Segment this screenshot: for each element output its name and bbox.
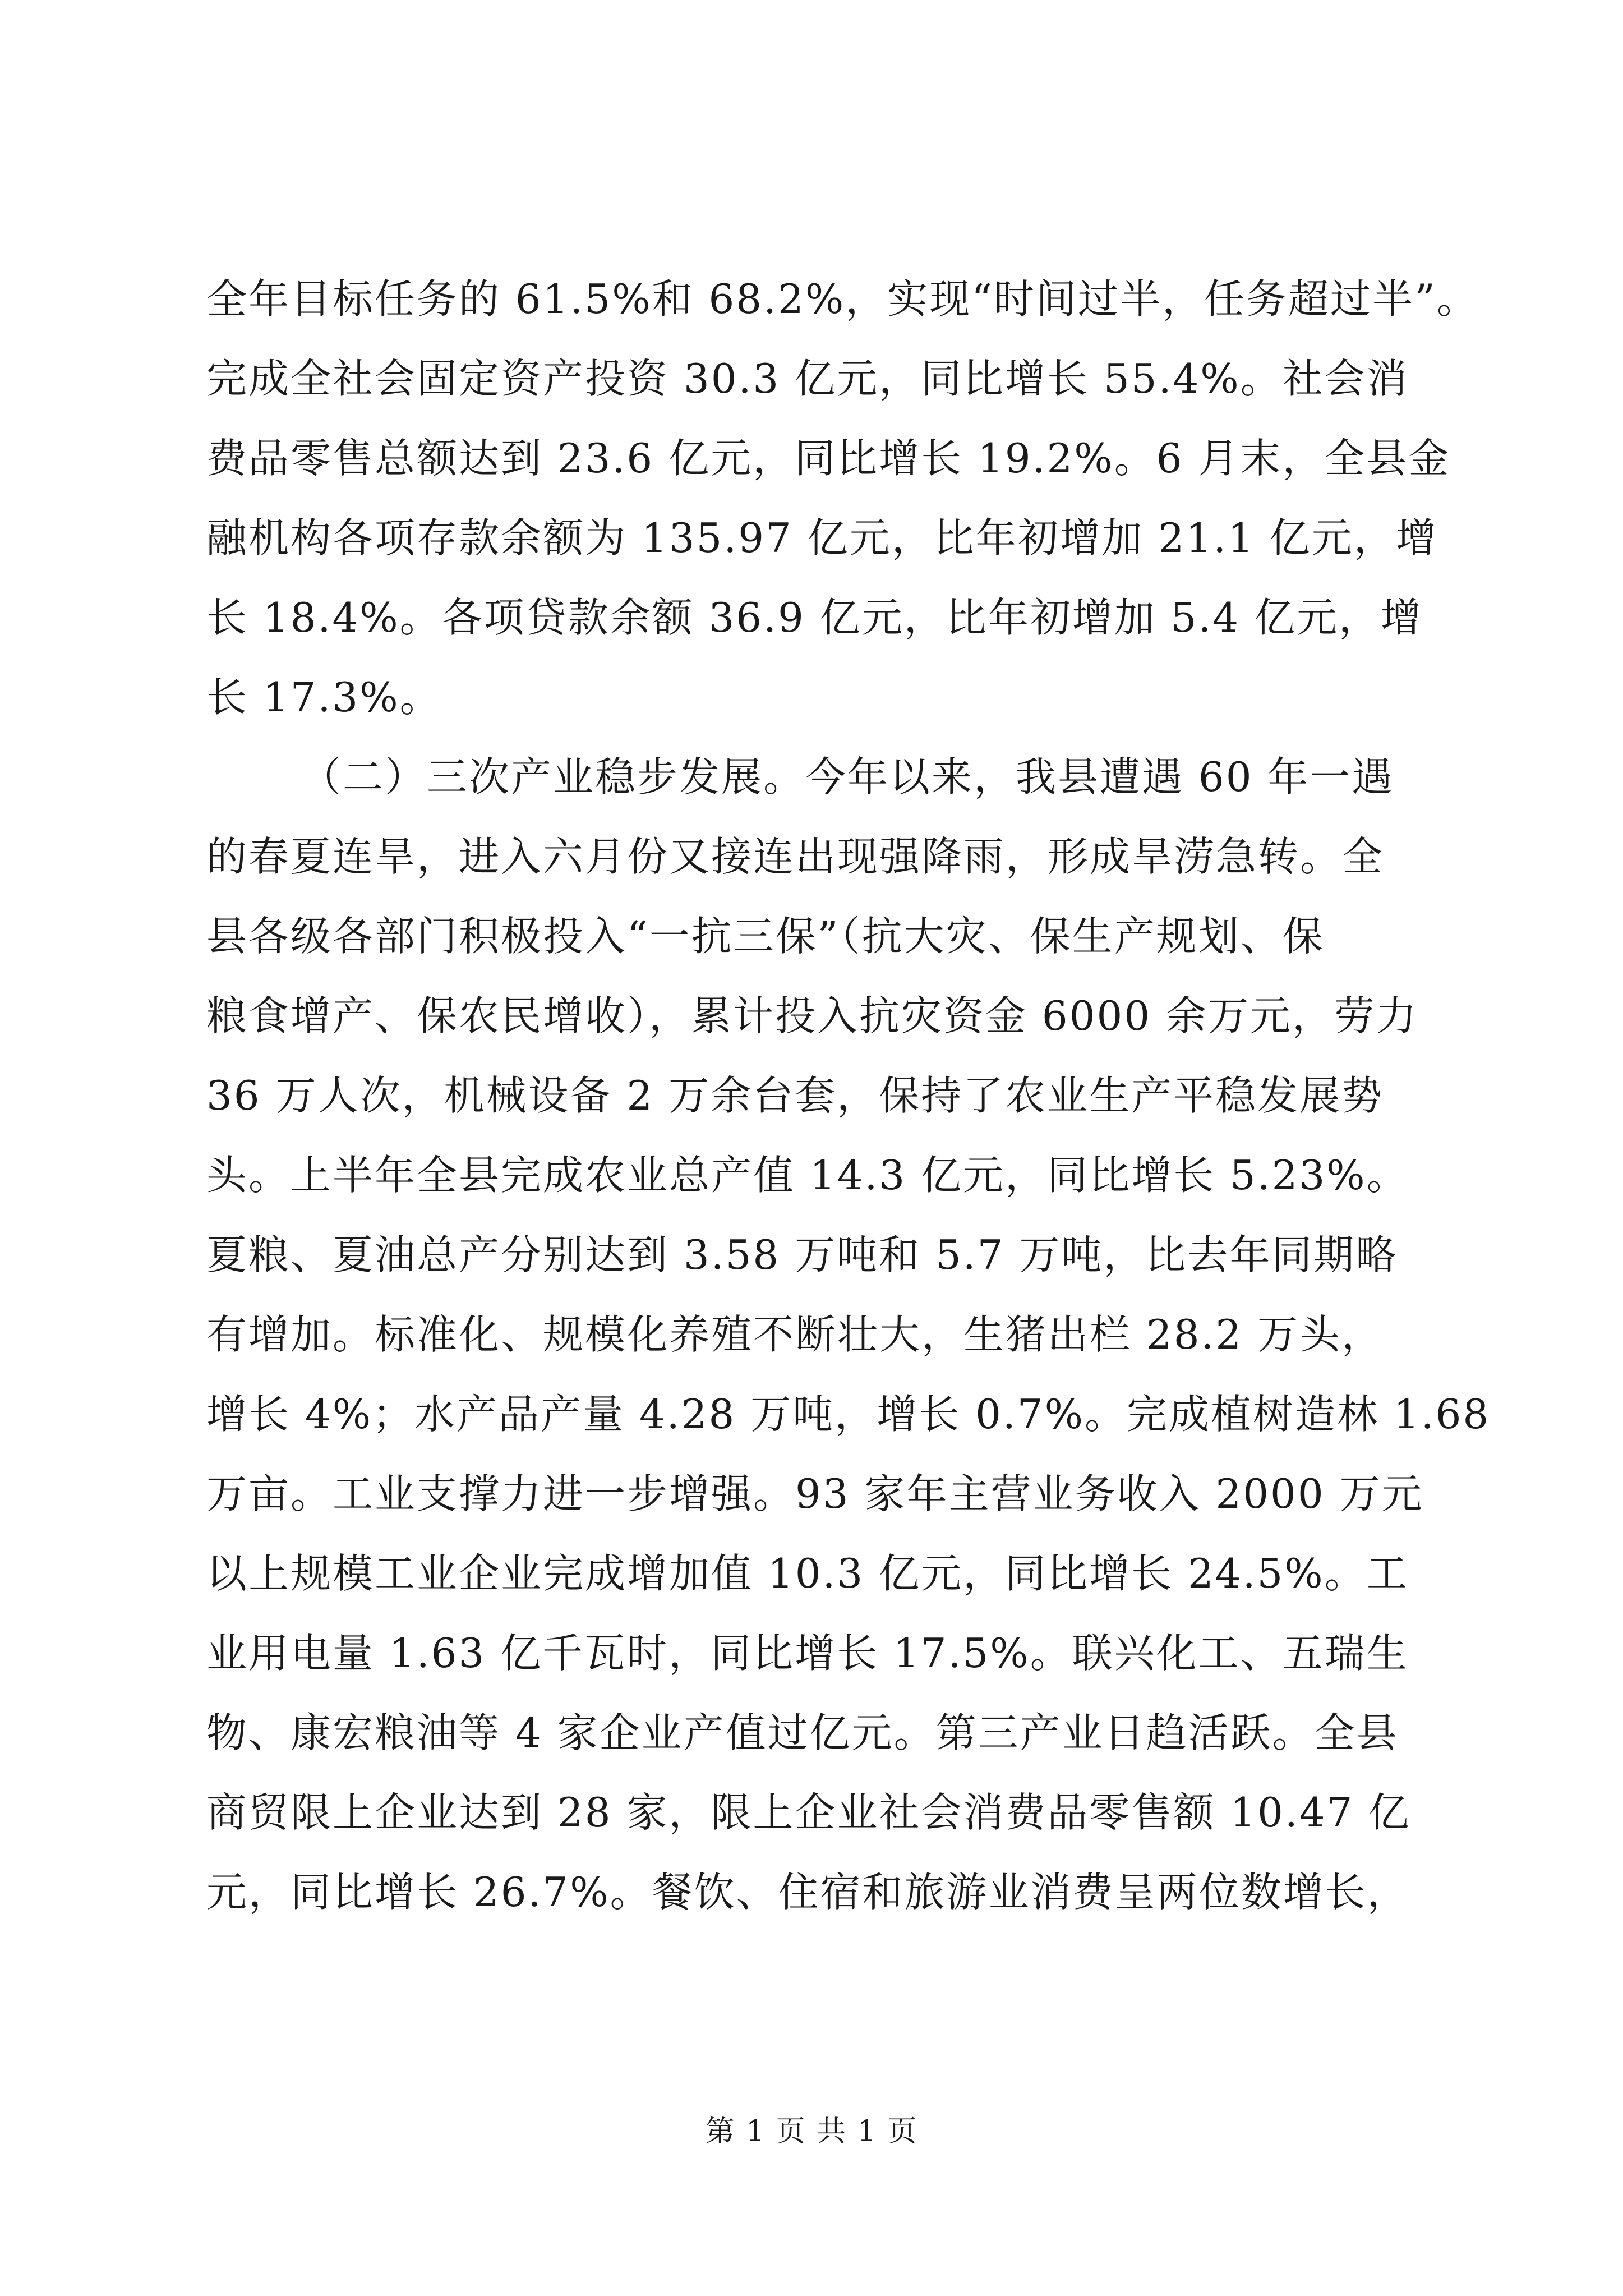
- text-line: 夏粮、夏油总产分别达到 3.58 万吨和 5.7 万吨，比去年同期略: [206, 1231, 1398, 1278]
- text-line: 全年目标任务的 61.5%和 68.2%，实现“时间过半，任务超过半”。: [206, 275, 1479, 323]
- page-number-label: 第 1 页 共 1 页: [705, 2115, 918, 2148]
- body-text: [206, 259, 1491, 1932]
- text-line: 以上规模工业企业完成增加值 10.3 亿元，同比增长 24.5%。工: [206, 1550, 1409, 1597]
- text-line: 县各级各部门积极投入“一抗三保”（抗大灾、保生产规划、保: [206, 913, 1325, 960]
- text-line: 增长 4%；水产品产量 4.28 万吨，增长 0.7%。完成植树造林 1.68: [206, 1391, 1491, 1438]
- text-line: 头。上半年全县完成农业总产值 14.3 亿元，同比增长 5.23%。: [206, 1152, 1409, 1199]
- text-line: 完成全社会固定资产投资 30.3 亿元，同比增长 55.4%。社会消: [206, 355, 1409, 402]
- text-line: 有增加。标准化、规模化养殖不断壮大，生猪出栏 28.2 万头，: [206, 1311, 1384, 1358]
- text-line: 商贸限上企业达到 28 家，限上企业社会消费品零售额 10.47 亿: [206, 1789, 1411, 1836]
- text-line: 粮食增产、保农民增收），累计投入抗灾资金 6000 余万元，劳力: [206, 992, 1419, 1039]
- text-line: 费品零售总额达到 23.6 亿元，同比增长 19.2%。6 月末，全县金: [206, 435, 1451, 482]
- page-footer: [0, 2112, 1623, 2151]
- section-heading-line: （二）三次产业稳步发展。今年以来，我县遭遇 60 年一遇: [301, 753, 1394, 800]
- text-line: 的春夏连旱，进入六月份又接连出现强降雨，形成旱涝急转。全: [206, 833, 1385, 880]
- text-line: 元，同比增长 26.7%。餐饮、住宿和旅游业消费呈两位数增长，: [206, 1869, 1409, 1916]
- text-line: 融机构各项存款余额为 135.97 亿元，比年初增加 21.1 亿元，增: [206, 514, 1438, 562]
- text-line: 万亩。工业支撑力进一步增强。93 家年主营业务收入 2000 万元: [206, 1470, 1424, 1517]
- text-line: 物、康宏粮油等 4 家企业产值过亿元。第三产业日趋活跃。全县: [206, 1709, 1399, 1756]
- text-line: 36 万人次，机械设备 2 万余台套，保持了农业生产平稳发展势: [206, 1072, 1384, 1119]
- text-line: 长 18.4%。各项贷款余额 36.9 亿元，比年初增加 5.4 亿元，增: [206, 594, 1423, 641]
- text-line: 长 17.3%。: [206, 674, 442, 721]
- text-line: 业用电量 1.63 亿千瓦时，同比增长 17.5%。联兴化工、五瑞生: [206, 1630, 1409, 1677]
